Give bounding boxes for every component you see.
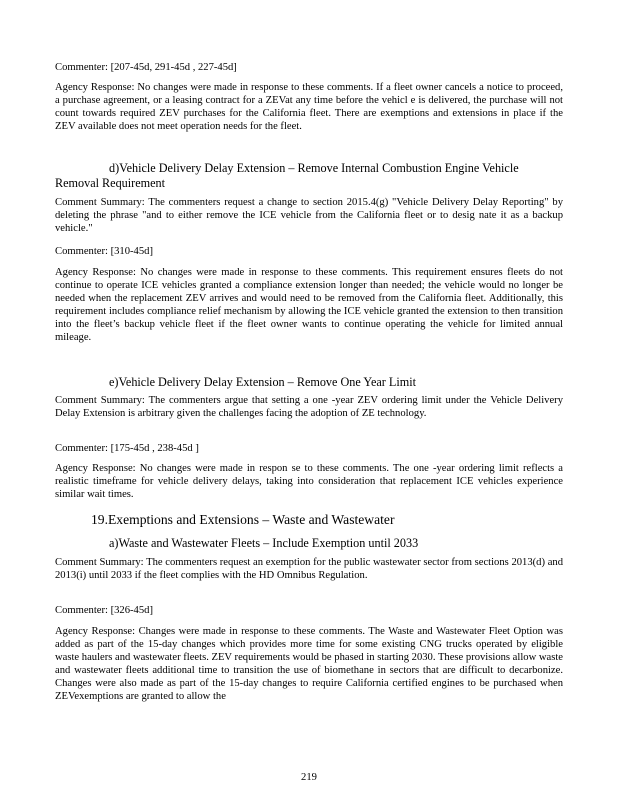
agency-response	[55, 463, 563, 502]
agency-response	[55, 626, 563, 703]
heading-text: e)Vehicle Delivery Delay Extension – Remove One Year Limit	[109, 375, 416, 389]
section-heading-e	[109, 375, 563, 390]
section-heading-d	[55, 161, 563, 190]
comment-summary-text: Comment Summary: The commenters request an exemption for the public wastewater sector from sections 2013(d) and 2013(i) until 2033 if the fleet complies with the HD Omnibus Regulation.	[55, 557, 563, 581]
page-number: 219	[301, 772, 317, 783]
commenter-text: Commenter: [207-45d, 291-45d , 227-45d]	[55, 62, 237, 73]
agency-response-text: Agency Response: No changes were made in response to these comments. This requirement ensures fleets do not continue to operate ICE vehicles granted a compliance extension longer than needed; the vehicle would no longer be needed when the replacement ZEV arrives and would need to be removed from the California fleet. Additionally, this requirement includes compliance relief mechanism by allowing the ICE vehicle granted the extension to then transition into the fleet’s backup vehicle fleet if the fleet owner wants to continue operating the vehicle for limited annual mileage.	[55, 267, 563, 343]
comment-summary	[55, 197, 563, 236]
commenter-line	[55, 246, 563, 259]
section-heading-a	[109, 536, 563, 551]
commenter-text: Commenter: [326-45d]	[55, 605, 153, 616]
heading-text: a)Waste and Wastewater Fleets – Include Exemption until 2033	[109, 536, 419, 550]
commenter-line	[55, 443, 563, 456]
commenter-text: Commenter: [175-45d , 238-45d ]	[55, 443, 199, 454]
agency-response	[55, 82, 563, 134]
comment-summary-text: Comment Summary: The commenters argue that setting a one -year ZEV ordering limit under the Vehicle Delivery Delay Extension is arbitrary given the challenges facing the adoption of ZE technology.	[55, 395, 563, 419]
commenter-line	[55, 605, 563, 618]
commenter-line	[55, 62, 563, 75]
agency-response-text: Agency Response: Changes were made in response to these comments. The Waste and Wastewater Fleet Option was added as part of the 15-day changes which provides more time for some existing CNG trucks operated by eligible waste haulers and wastewater fleets. ZEV requirements would be phased in starting 2030. These provisions allow waste and wastewater fleets additional time to transition the use of biomethane in sectors that are difficult to decarbonize. Changes were also made as part of the 15-day changes to require California certified engines to be purchased when ZEVexemptions are granted to allow the	[55, 626, 563, 702]
heading-text: d)Vehicle Delivery Delay Extension – Remove Internal Combustion Engine Vehicle Removal Requirement	[55, 161, 519, 190]
agency-response-text: Agency Response: No changes were made in response to these comments. If a fleet owner cancels a notice to proceed, a purchase agreement, or a leasing contract for a ZEVat any time before the vehicl e is delivered, the purchase will not count towards required ZEV purchases for the California fleet. There are exemptions and extensions in place if the ZEV available does not meet operation needs for the fleet.	[55, 82, 563, 132]
commenter-text: Commenter: [310-45d]	[55, 246, 153, 257]
section-heading-19	[91, 512, 563, 528]
comment-summary-text: Comment Summary: The commenters request a change to section 2015.4(g) "Vehicle Delivery Delay Reporting" by deleting the phrase "and to either remove the ICE vehicle from the California fleet or to desig nate it as a backup vehicle."	[55, 197, 563, 234]
heading-text: 19.Exemptions and Extensions – Waste and Wastewater	[91, 512, 395, 527]
agency-response-text: Agency Response: No changes were made in respon se to these comments. The one -year ordering limit reflects a realistic timeframe for vehicle delivery delays, taking into consideration that replacement ICE vehicles experience similar wait times.	[55, 463, 563, 500]
agency-response	[55, 267, 563, 344]
comment-summary	[55, 395, 563, 421]
comment-summary	[55, 557, 563, 583]
